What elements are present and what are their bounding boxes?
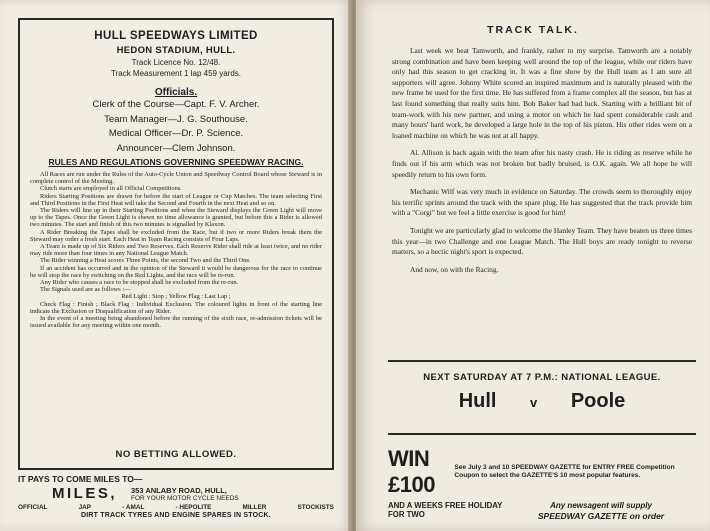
- officials-heading: Officials.: [154, 87, 198, 98]
- rule-paragraph: If an accident has occurred and in the opinion of the Steward it would be dangerous for the race to continue he will stop the race by switching on the Red Lights, and the race will be re-run.: [30, 264, 322, 279]
- divider-bottom: [388, 433, 696, 435]
- advert-stock-line: DIRT TRACK TYRES AND ENGINE SPARES IN STOCK.: [81, 512, 271, 519]
- brand-item: MILLER: [242, 504, 267, 511]
- divider-top: [388, 360, 696, 362]
- company-name: HULL SPEEDWAYS LIMITED: [94, 30, 258, 42]
- article-paragraph: Last week we beat Tamworth, and frankly, rather to my surprise. Tamworth are a notably strong combination and have been keeping well around the top of the league, while our riders have only had this season to get cracking in. It was a fine show by the Hull team as I am sure all supporters will agree. Johnny White scored an inspired maximum and is naturally pleased with the new frame he used for the first time. He has suffered from a frame complex all the season, but has at last found something that really suits him. Bob Baker had bad luck. Starting with a brilliant bit of team-work with his new partner, and using a motor on which he had spent considerable cash and many hours' hard work, he developed a large hole in the top of his piston. His other rides were on a loaned machine on which he was not at all happy.: [392, 46, 692, 140]
- rule-paragraph: A Team is made up of Six Riders and Two Reserves. Each Reserve Rider shall ride at least twice, and no rider may ride more than four times in any National League Match.: [30, 243, 322, 258]
- article-paragraph: Al. Allison is back again with the team after his nasty crash. He is riding as reserve while he finds out if his arm which was not broken but badly bruised, is O.K. again. We all hope he will speedily return to his own form.: [392, 148, 692, 179]
- left-page: [0, 0, 352, 531]
- rules-heading: RULES AND REGULATIONS GOVERNING SPEEDWAY RACING.: [48, 157, 304, 167]
- programme-header: [30, 30, 322, 78]
- gazette-line-2: SPEEDWAY GAZETTE on order: [537, 511, 665, 521]
- miles-advert: [18, 474, 334, 519]
- official-clerk: Clerk of the Course—Capt. F. V. Archer.: [92, 99, 260, 110]
- competition-text: See July 3 and 10 SPEEDWAY GAZETTE for ENTRY FREE Competition Coupon to select the GAZETTE'S 10 most popular features.: [454, 464, 675, 479]
- rule-paragraph: A Rider Breaking the Tapes shall be excluded from the Race, but if two or more Riders break them the Steward may order a fresh start. Each Heat in Team Racing consists of Four Laps.: [30, 228, 322, 243]
- brand-item: - AMAL: [122, 504, 145, 511]
- official-medical: Medical Officer—Dr. P. Science.: [108, 128, 244, 139]
- advert-address-tagline: FOR YOUR MOTOR CYCLE NEEDS: [131, 495, 239, 502]
- rule-paragraph: The Signals used are as follows :—: [40, 286, 131, 294]
- stadium-name: HEDON STADIUM, HULL.: [116, 45, 236, 56]
- advert-address: 353 ANLABY ROAD, HULL,: [131, 486, 227, 495]
- rule-paragraph: The Riders will line up in their Starting Positions and when the Steward displays the Green Light will move up to the Tapes. Once the Green Light is shewn no time allowance is granted, but before this a Rider is allowed two minutes. The start and finish of this two minutes is signalled by Klaxon.: [30, 207, 322, 229]
- rule-paragraph: Any Rider who causes a race to be stopped shall be excluded from the re-run.: [40, 279, 239, 287]
- brand-item: JAP: [78, 504, 92, 511]
- home-team: Hull: [458, 390, 497, 412]
- article-paragraph: Mechanic Wilf was very much in evidence on Saturday. The crowds seem to thoroughly enjoy his terrific sprints around the track with the spare plug. He has suggested that the track provide him with a "Corgi" but we feel a little exercise is good for him!: [392, 187, 692, 218]
- track-talk-title: TRACK TALK.: [487, 24, 579, 36]
- official-announcer: Announcer—Clem Johnson.: [116, 142, 236, 154]
- track-measurement: Track Measurement 1 lap 459 yards.: [111, 69, 241, 78]
- programme-frame: [18, 18, 334, 470]
- win-headline: WIN £100: [388, 446, 435, 497]
- versus-label: v: [530, 395, 538, 410]
- advert-brands: [18, 504, 334, 511]
- advert-tagline: IT PAYS TO COME MILES TO—: [18, 474, 143, 484]
- advert-shop-name: MILES,: [52, 485, 118, 502]
- abandon-rule: In the event of a meeting being abandoned before the running of the sixth race, re-admission tickets will be issued available for any meeting within one month.: [30, 315, 322, 330]
- signals-line: Red Light : Stop ; Yellow Flag : Last Lap ;: [121, 293, 231, 301]
- article-paragraph: And now, on with the Racing.: [410, 264, 499, 274]
- rule-paragraph: Clutch starts are employed in all Official Competitions.: [40, 185, 182, 193]
- gazette-supply: [506, 501, 696, 521]
- signals-description: Check Flag : Finish ; Black Flag : Individual Exclusion. The coloured lights in front of the starting line indicate the Exclusion or Disqualification of any Rider.: [30, 300, 322, 315]
- right-page: [356, 0, 710, 531]
- rules-text: [30, 171, 322, 329]
- brand-item: - HEPOLITE: [175, 504, 212, 511]
- rule-paragraph: The Rider winning a Heat scores Three Points, the second Two and the Third One.: [40, 257, 251, 265]
- track-talk-article: [392, 46, 692, 282]
- track-licence: Track Licence No. 12/48.: [131, 58, 221, 67]
- gazette-advert: [388, 446, 696, 521]
- advert-address-block: [131, 487, 239, 502]
- brand-item: OFFICIAL: [18, 504, 48, 511]
- rule-paragraph: All Races are run under the Rules of the Auto-Cycle Union and Speedway Control Board whose Steward is in complete control of the Meeting.: [30, 171, 322, 186]
- article-paragraph: Tonight we are particularly glad to welcome the Hanley Team. They have beaten us three times this year—in two Challenge and one League Match. The Hull boys are ready tonight to reverse matters, so a hectic night's sport is expected.: [392, 225, 692, 257]
- gazette-line-1: Any newsagent will supply: [550, 501, 652, 510]
- officials-section: [30, 87, 322, 167]
- brand-item: STOCKISTS: [297, 504, 334, 511]
- holiday-offer: AND A WEEKS FREE HOLIDAY FOR TWO: [388, 501, 503, 519]
- no-betting-notice: NO BETTING ALLOWED.: [115, 449, 237, 460]
- next-meeting-notice: NEXT SATURDAY AT 7 P.M.: NATIONAL LEAGUE.: [423, 372, 661, 383]
- official-team-manager: Team Manager—J. G. Southouse.: [104, 113, 248, 125]
- rule-paragraph: Riders Starting Positions are drawn for before the start of League or Cup Matches. The team selecting First and Third Positions in the First Heat will take the Second and Fourth in the next Heat and so on.: [30, 192, 322, 207]
- away-team: Poole: [570, 390, 626, 412]
- next-match: [388, 390, 696, 413]
